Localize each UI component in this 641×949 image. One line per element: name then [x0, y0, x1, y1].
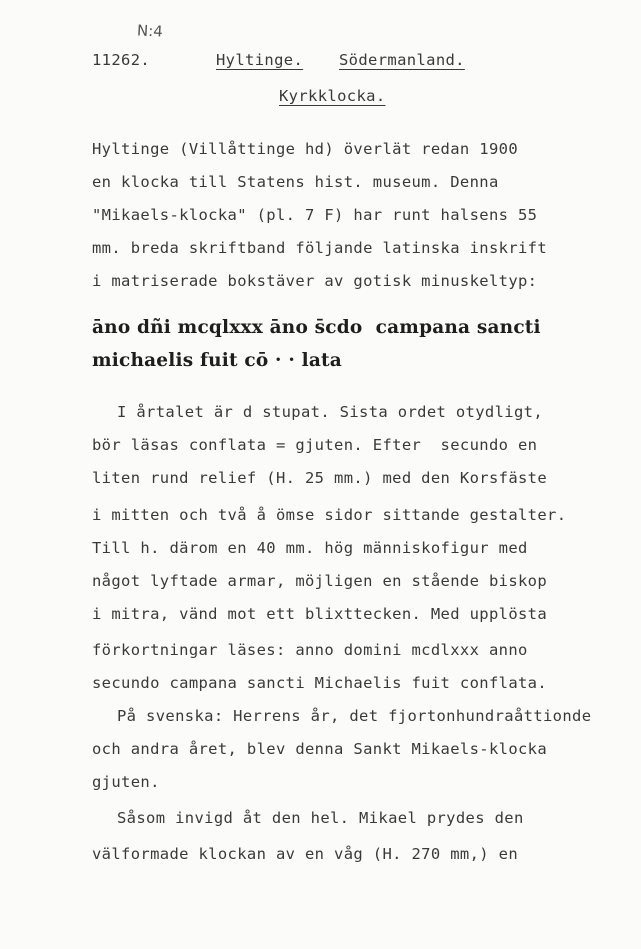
text-line: Till h. därom en 40 mm. hög människofigur med [92, 539, 528, 557]
province-name: Södermanland. [339, 51, 465, 69]
text-line: något lyftade armar, möjligen en stående biskop [92, 572, 548, 590]
gothic-inscription-line: michaelis fuit cō · · lata [92, 350, 342, 371]
text-line: secundo campana sancti Michaelis fuit conflata. [92, 674, 548, 692]
text-line: välformade klockan av en våg (H. 270 mm,) en [92, 845, 518, 863]
text-line: På svenska: Herrens år, det fjortonhundraåttionde [117, 707, 592, 725]
text-line: Såsom invigd åt den hel. Mikael prydes den [117, 809, 524, 827]
text-line: I årtalet är d stupat. Sista ordet otydligt, [117, 403, 543, 421]
place-name: Hyltinge. [216, 51, 304, 69]
handwritten-annotation: N:4 [136, 21, 164, 41]
gothic-inscription-line: āno dñi mcqlxxx āno s̄cdo campana sancti [92, 317, 541, 338]
text-line: bör läsas conflata = gjuten. Efter secundo en [92, 436, 538, 454]
text-line: i mitra, vänd mot ett blixttecken. Med upplösta [92, 605, 548, 623]
subject-title: Kyrkklocka. [279, 87, 386, 105]
text-line: förkortningar läses: anno domini mcdlxxx anno [92, 641, 528, 659]
text-line: "Mikaels-klocka" (pl. 7 F) har runt halsens 55 [92, 206, 538, 224]
text-line: och andra året, blev denna Sankt Mikaels-klocka [92, 740, 548, 758]
text-line: Hyltinge (Villåttinge hd) överlät redan 1900 [92, 140, 518, 158]
text-line: en klocka till Statens hist. museum. Denna [92, 173, 499, 191]
text-line: i mitten och två å ömse sidor sittande gestalter. [92, 506, 567, 524]
text-line: liten rund relief (H. 25 mm.) med den Korsfäste [92, 469, 548, 487]
text-line: mm. breda skriftband följande latinska inskrift [92, 239, 548, 257]
text-line: gjuten. [92, 773, 160, 791]
catalog-number: 11262. [92, 51, 151, 69]
text-line: i matriserade bokstäver av gotisk minuskeltyp: [92, 272, 538, 290]
